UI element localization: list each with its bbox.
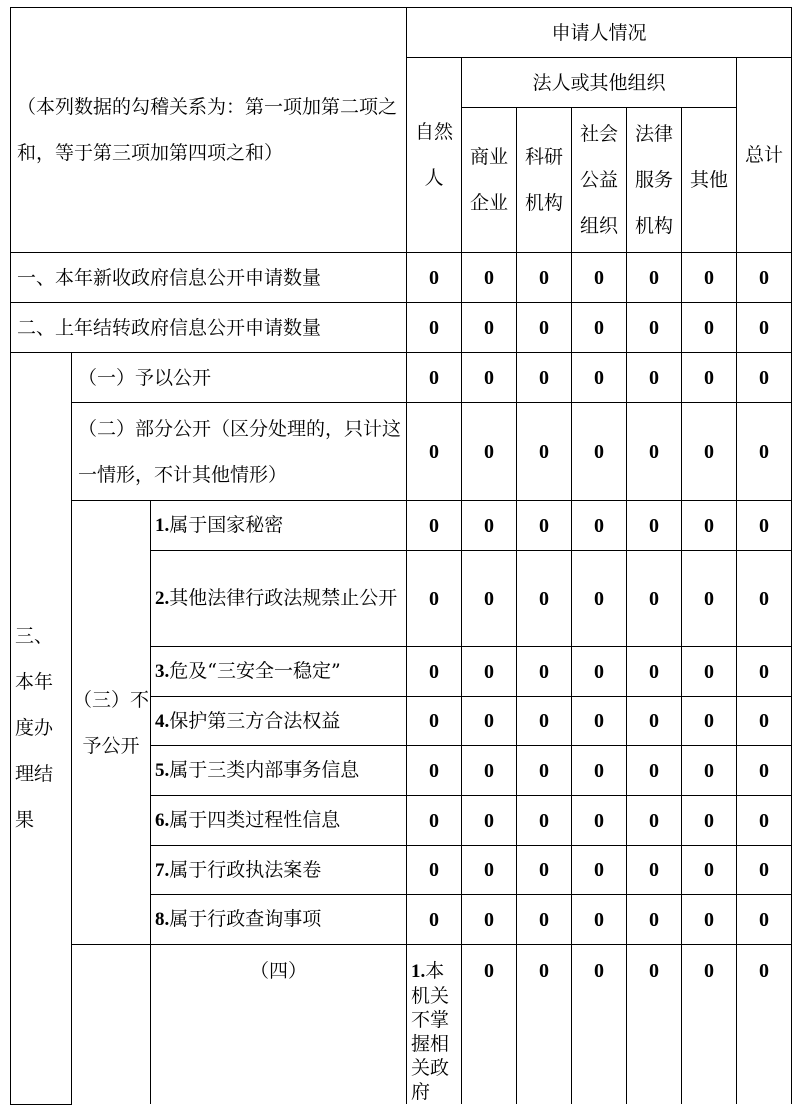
header-total: 总计 — [737, 58, 792, 253]
item-number: 1. — [155, 515, 170, 536]
value-cell: 0 — [627, 647, 682, 697]
table-row — [11, 501, 792, 551]
value-cell: 0 — [682, 303, 737, 353]
header-social-welfare: 社会公益组织 — [572, 108, 627, 253]
item-text: 属于国家秘密 — [169, 514, 284, 536]
row-label — [151, 697, 407, 746]
value-cell: 0 — [462, 647, 517, 697]
value-cell: 0 — [682, 501, 737, 551]
value-cell: 0 — [407, 551, 462, 647]
item-text: 危及“三安全一稳定” — [169, 660, 341, 682]
value-cell: 0 — [627, 697, 682, 746]
value-cell: 0 — [737, 403, 792, 501]
value-cell: 0 — [517, 253, 572, 303]
section3-label: 三、本年度办理结果 — [11, 353, 72, 1105]
value-cell: 0 — [462, 945, 517, 1105]
value-cell: 0 — [682, 253, 737, 303]
value-cell: 0 — [737, 746, 792, 796]
row-label — [151, 551, 407, 647]
value-cell: 0 — [627, 746, 682, 796]
header-natural-person: 自然人 — [407, 58, 462, 253]
item-number: 4. — [155, 710, 170, 732]
value-cell: 0 — [462, 796, 517, 846]
value-cell: 0 — [682, 697, 737, 746]
value-cell: 0 — [737, 846, 792, 895]
value-cell: 0 — [407, 746, 462, 796]
item-text: 属于行政执法案卷 — [169, 858, 322, 881]
value-cell: 0 — [462, 303, 517, 353]
value-cell: 0 — [572, 945, 627, 1105]
value-cell: 0 — [737, 796, 792, 846]
value-cell: 0 — [407, 895, 462, 945]
value-cell: 0 — [572, 353, 627, 403]
table-row — [11, 353, 792, 403]
value-cell: 0 — [407, 353, 462, 403]
value-cell: 0 — [682, 796, 737, 846]
value-cell: 0 — [572, 746, 627, 796]
value-cell: 0 — [627, 796, 682, 846]
row-label — [151, 895, 407, 945]
value-cell: 0 — [627, 353, 682, 403]
value-cell: 0 — [572, 303, 627, 353]
item-text: 属于行政查询事项 — [169, 908, 322, 930]
value-cell: 0 — [462, 353, 517, 403]
value-cell: 0 — [572, 647, 627, 697]
value-cell: 0 — [517, 945, 572, 1105]
value-cell: 0 — [627, 846, 682, 895]
row-label: （一）予以公开 — [72, 353, 407, 403]
value-cell: 0 — [572, 796, 627, 846]
item-number: 7. — [155, 859, 170, 881]
item-text: 属于四类过程性信息 — [169, 809, 341, 831]
value-cell: 0 — [737, 501, 792, 551]
item-number: 3. — [155, 661, 170, 682]
value-cell: 0 — [572, 697, 627, 746]
value-cell: 0 — [682, 895, 737, 945]
value-cell: 0 — [572, 551, 627, 647]
value-cell: 0 — [407, 647, 462, 697]
value-cell: 0 — [627, 253, 682, 303]
value-cell: 0 — [737, 895, 792, 945]
value-cell: 0 — [517, 303, 572, 353]
item-text: 其他法律行政法规禁止公开 — [169, 587, 398, 609]
table-row — [11, 303, 792, 353]
value-cell: 0 — [627, 303, 682, 353]
value-cell: 0 — [462, 697, 517, 746]
header-other: 其他 — [682, 108, 737, 253]
header-legal-service: 法律服务机构 — [627, 108, 682, 253]
value-cell: 0 — [407, 403, 462, 501]
value-cell: 0 — [682, 353, 737, 403]
item-number: 8. — [155, 909, 170, 930]
group3-label: （三）不予公开 — [72, 501, 151, 945]
item-number: 6. — [155, 810, 170, 831]
value-cell: 0 — [462, 403, 517, 501]
value-cell: 0 — [462, 846, 517, 895]
value-cell: 0 — [407, 796, 462, 846]
item-text: 属于三类内部事务信息 — [169, 759, 360, 781]
item-number: 1. — [411, 961, 426, 982]
row-label — [407, 945, 462, 1105]
value-cell: 0 — [627, 895, 682, 945]
value-cell: 0 — [682, 945, 737, 1105]
value-cell: 0 — [627, 403, 682, 501]
table-row — [11, 253, 792, 303]
item-number: 5. — [155, 760, 170, 781]
value-cell: 0 — [682, 647, 737, 697]
value-cell: 0 — [627, 501, 682, 551]
value-cell: 0 — [737, 647, 792, 697]
row-label — [151, 846, 407, 895]
row-label: 二、上年结转政府信息公开申请数量 — [11, 303, 407, 353]
value-cell: 0 — [462, 551, 517, 647]
value-cell: 0 — [407, 846, 462, 895]
row-label — [151, 746, 407, 796]
value-cell: 0 — [407, 697, 462, 746]
value-cell: 0 — [517, 846, 572, 895]
value-cell: 0 — [737, 945, 792, 1105]
value-cell: 0 — [517, 697, 572, 746]
value-cell: 0 — [462, 746, 517, 796]
group4-label: （四） — [151, 945, 407, 1105]
value-cell: 0 — [517, 796, 572, 846]
value-cell: 0 — [737, 253, 792, 303]
value-cell: 0 — [517, 746, 572, 796]
header-research: 科研机构 — [517, 108, 572, 253]
value-cell: 0 — [737, 303, 792, 353]
value-cell: 0 — [682, 746, 737, 796]
value-cell: 0 — [517, 551, 572, 647]
table-row — [11, 945, 792, 1105]
value-cell: 0 — [682, 846, 737, 895]
header-note: （本列数据的勾稽关系为：第一项加第二项之和，等于第三项加第四项之和） — [11, 8, 407, 253]
value-cell: 0 — [407, 303, 462, 353]
value-cell: 0 — [407, 501, 462, 551]
header-legal-or-other-org: 法人或其他组织 — [462, 58, 737, 108]
header-applicant-situation: 申请人情况 — [407, 8, 792, 58]
item-number: 2. — [155, 588, 170, 609]
value-cell: 0 — [462, 501, 517, 551]
value-cell: 0 — [572, 895, 627, 945]
value-cell: 0 — [407, 253, 462, 303]
value-cell: 0 — [462, 895, 517, 945]
value-cell: 0 — [572, 253, 627, 303]
item-text: 保护第三方合法权益 — [169, 709, 341, 732]
value-cell: 0 — [517, 647, 572, 697]
value-cell: 0 — [627, 551, 682, 647]
value-cell: 0 — [572, 846, 627, 895]
section4-left — [72, 945, 151, 1105]
value-cell: 0 — [517, 895, 572, 945]
value-cell: 0 — [682, 551, 737, 647]
table-row — [11, 403, 792, 501]
value-cell: 0 — [517, 501, 572, 551]
value-cell: 0 — [572, 403, 627, 501]
row-label — [151, 647, 407, 697]
value-cell: 0 — [627, 945, 682, 1105]
item-text: 本机关不掌握相关政府 — [411, 960, 450, 1103]
value-cell: 0 — [517, 403, 572, 501]
row-label — [151, 796, 407, 846]
value-cell: 0 — [517, 353, 572, 403]
value-cell: 0 — [737, 551, 792, 647]
header-commercial: 商业企业 — [462, 108, 517, 253]
value-cell: 0 — [682, 403, 737, 501]
value-cell: 0 — [737, 353, 792, 403]
disclosure-stats-table — [10, 7, 792, 1105]
row-label — [151, 501, 407, 551]
row-label: 一、本年新收政府信息公开申请数量 — [11, 253, 407, 303]
value-cell: 0 — [462, 253, 517, 303]
row-label: （二）部分公开（区分处理的，只计这一情形，不计其他情形） — [72, 403, 407, 501]
value-cell: 0 — [737, 697, 792, 746]
value-cell: 0 — [572, 501, 627, 551]
